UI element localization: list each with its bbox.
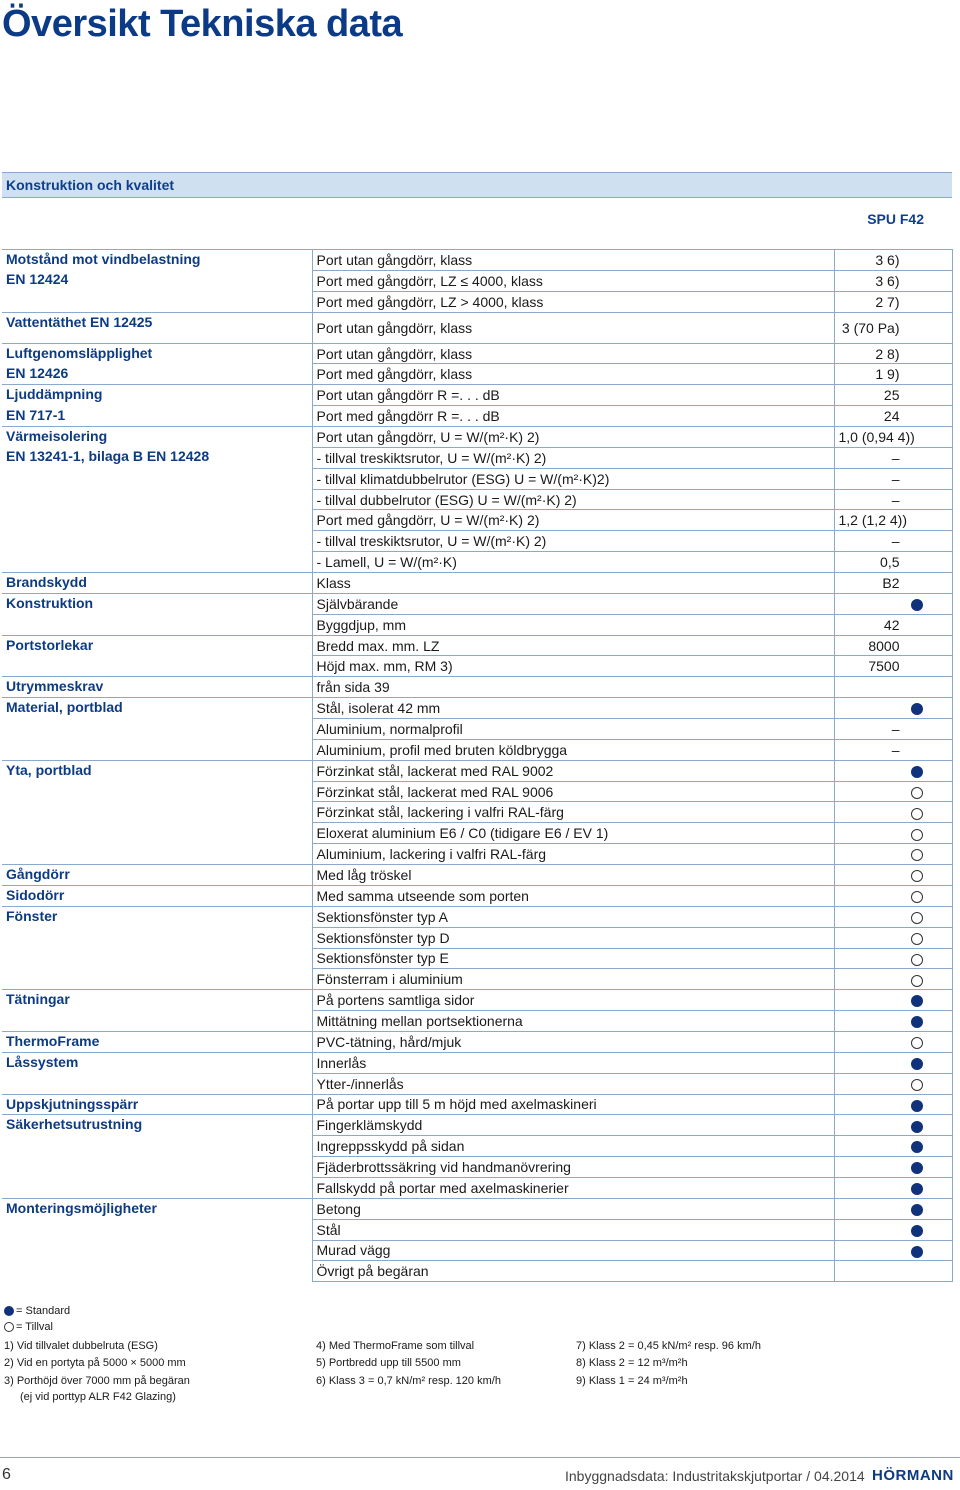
- table-row: [2, 1261, 952, 1282]
- table-row: [2, 385, 952, 406]
- option-circle-icon: [911, 849, 923, 861]
- option-circle-icon: [911, 829, 923, 841]
- table-row: [2, 552, 952, 573]
- row-description: Aluminium, normalprofil: [312, 719, 834, 740]
- footnote: 1) Vid tillvalet dubbelruta (ESG): [4, 1340, 158, 1352]
- row-description: Aluminium, lackering i valfri RAL-färg: [312, 844, 834, 865]
- row-category: Motstånd mot vindbelastning: [2, 250, 312, 271]
- row-value-mark: [834, 1198, 952, 1219]
- row-category: [2, 510, 312, 531]
- row-value: [834, 677, 952, 698]
- table-row: [2, 781, 952, 802]
- row-description: Fingerklämskydd: [312, 1115, 834, 1136]
- row-category: [2, 844, 312, 865]
- row-description: Sektionsfönster typ E: [312, 948, 834, 969]
- row-value: –: [834, 489, 952, 510]
- row-value: 24: [834, 406, 952, 427]
- row-description: Fjäderbrottssäkring vid handmanövrering: [312, 1157, 834, 1178]
- row-category: [2, 739, 312, 760]
- table-row: [2, 1094, 952, 1115]
- footer-text: Inbyggnadsdata: Industritakskjutportar / 04.2014: [565, 1468, 865, 1484]
- row-description: Sektionsfönster typ D: [312, 927, 834, 948]
- row-description: Övrigt på begäran: [312, 1261, 834, 1282]
- row-category: Luftgenomsläpplighet: [2, 343, 312, 364]
- row-value: 1,2 (1,2 4)): [834, 510, 952, 531]
- option-circle-icon: [911, 975, 923, 987]
- table-row: [2, 1219, 952, 1240]
- row-description: - Lamell, U = W/(m²·K): [312, 552, 834, 573]
- table-row: [2, 802, 952, 823]
- table-row: [2, 364, 952, 385]
- option-circle-icon: [911, 891, 923, 903]
- row-value: –: [834, 719, 952, 740]
- option-circle-icon: [911, 954, 923, 966]
- row-description: Innerlås: [312, 1052, 834, 1073]
- table-row: [2, 739, 952, 760]
- page-title: Översikt Tekniska data: [2, 3, 403, 45]
- footnote: 9) Klass 1 = 24 m³/m²h: [576, 1375, 688, 1387]
- row-value-mark: [834, 802, 952, 823]
- standard-dot-icon: [911, 766, 923, 778]
- row-description: - tillval treskiktsrutor, U = W/(m²·K) 2): [312, 531, 834, 552]
- row-category: [2, 1073, 312, 1094]
- table-row: [2, 1177, 952, 1198]
- table-row: [2, 447, 952, 468]
- footnote: (ej vid porttyp ALR F42 Glazing): [20, 1391, 176, 1403]
- row-category: EN 717-1: [6, 406, 66, 423]
- option-circle-icon: [911, 1079, 923, 1091]
- row-description: Port utan gångdörr, klass: [312, 343, 834, 364]
- row-description: från sida 39: [312, 677, 834, 698]
- row-category: Monteringsmöjligheter: [2, 1198, 312, 1219]
- row-description: På portar upp till 5 m höjd med axelmaskineri: [312, 1094, 834, 1115]
- row-description: Aluminium, profil med bruten köldbrygga: [312, 739, 834, 760]
- row-category: Fönster: [2, 906, 312, 927]
- standard-dot-icon: [911, 1204, 923, 1216]
- legend-option-label: = Tillval: [16, 1321, 53, 1333]
- table-row: [2, 698, 952, 719]
- row-category: [2, 552, 312, 573]
- row-value-mark: [834, 781, 952, 802]
- row-description: Port med gångdörr, klass: [312, 364, 834, 385]
- row-description: Port med gångdörr R =. . . dB: [312, 406, 834, 427]
- row-value-mark: [834, 1136, 952, 1157]
- row-value-mark: [834, 1219, 952, 1240]
- row-value-mark: [834, 1157, 952, 1178]
- row-category: [2, 1219, 312, 1240]
- legend-standard: [4, 1305, 70, 1317]
- table-row: [2, 906, 952, 927]
- page-number: 6: [2, 1466, 11, 1483]
- row-description: Murad vägg: [312, 1240, 834, 1261]
- row-category: Yta, portblad: [2, 760, 312, 781]
- row-value: 3 6): [834, 250, 952, 271]
- row-value: B2: [834, 573, 952, 594]
- footnote: 6) Klass 3 = 0,7 kN/m² resp. 120 km/h: [316, 1375, 501, 1387]
- standard-dot-icon: [911, 995, 923, 1007]
- row-description: Port utan gångdörr, klass: [312, 312, 834, 343]
- row-category: Konstruktion: [2, 593, 312, 614]
- row-value: –: [834, 739, 952, 760]
- row-value-mark: [834, 1094, 952, 1115]
- row-value-mark: [834, 1115, 952, 1136]
- row-category: Låssystem: [2, 1052, 312, 1073]
- brand-logo: HÖRMANN: [872, 1467, 954, 1484]
- row-value-mark: [834, 823, 952, 844]
- row-category: [2, 823, 312, 844]
- row-description: Fönsterram i aluminium: [312, 969, 834, 990]
- row-value-mark: [834, 990, 952, 1011]
- option-circle-icon: [911, 1037, 923, 1049]
- table-row: [2, 270, 952, 291]
- table-row: [2, 291, 952, 312]
- row-category: [2, 802, 312, 823]
- row-category: [2, 781, 312, 802]
- standard-dot-icon: [911, 1246, 923, 1258]
- standard-dot-icon: [911, 1016, 923, 1028]
- row-description: Självbärande: [312, 593, 834, 614]
- row-category: Vattentäthet EN 12425: [2, 312, 312, 343]
- standard-dot-icon: [4, 1306, 14, 1316]
- row-category: [2, 1261, 312, 1282]
- row-category: Material, portblad: [2, 698, 312, 719]
- table-row: [2, 885, 952, 906]
- table-row: [2, 1073, 952, 1094]
- table-row: [2, 927, 952, 948]
- table-row: [2, 250, 952, 271]
- row-description: Port utan gångdörr, klass: [312, 250, 834, 271]
- row-category: EN 12424: [6, 271, 69, 288]
- row-value-mark: [834, 844, 952, 865]
- row-value: 1 9): [834, 364, 952, 385]
- row-category: Uppskjutningsspärr: [2, 1094, 312, 1115]
- row-category: [2, 948, 312, 969]
- row-category: Gångdörr: [2, 865, 312, 886]
- row-description: Förzinkat stål, lackerat med RAL 9006: [312, 781, 834, 802]
- row-description: Förzinkat stål, lackering i valfri RAL-färg: [312, 802, 834, 823]
- standard-dot-icon: [911, 1100, 923, 1112]
- row-category: ThermoFrame: [2, 1031, 312, 1052]
- row-category: [2, 614, 312, 635]
- standard-dot-icon: [911, 1141, 923, 1153]
- row-description: Ingreppsskydd på sidan: [312, 1136, 834, 1157]
- legend-standard-label: = Standard: [16, 1305, 71, 1317]
- row-description: PVC-tätning, hård/mjuk: [312, 1031, 834, 1052]
- table-row: [2, 489, 952, 510]
- row-category: Tätningar: [2, 990, 312, 1011]
- row-description: Sektionsfönster typ A: [312, 906, 834, 927]
- row-category: Säkerhetsutrustning: [2, 1115, 312, 1136]
- row-description: Eloxerat aluminium E6 / C0 (tidigare E6 / EV 1): [312, 823, 834, 844]
- row-category: [2, 1157, 312, 1178]
- table-row: [2, 1198, 952, 1219]
- table-row: [2, 614, 952, 635]
- section-header: [2, 172, 952, 198]
- row-value-mark: [834, 948, 952, 969]
- row-category: [2, 489, 312, 510]
- row-description: Byggdjup, mm: [312, 614, 834, 635]
- row-value-mark: [834, 698, 952, 719]
- row-value: 1,0 (0,94 4)): [834, 427, 952, 448]
- row-value-mark: [834, 927, 952, 948]
- table-row: [2, 1031, 952, 1052]
- table-row: [2, 343, 952, 364]
- table-row: [2, 656, 952, 677]
- row-value: –: [834, 531, 952, 552]
- table-row: [2, 1240, 952, 1261]
- option-circle-icon: [4, 1322, 14, 1332]
- table-row: [2, 990, 952, 1011]
- row-description: På portens samtliga sidor: [312, 990, 834, 1011]
- row-category: [2, 719, 312, 740]
- table-row: [2, 1136, 952, 1157]
- row-value: 3 6): [834, 270, 952, 291]
- row-value: 8000: [834, 635, 952, 656]
- table-row: [2, 1011, 952, 1032]
- row-value-mark: [834, 1177, 952, 1198]
- table-row: [2, 865, 952, 886]
- row-description: Höjd max. mm, RM 3): [312, 656, 834, 677]
- table-row: [2, 677, 952, 698]
- row-category: Sidodörr: [2, 885, 312, 906]
- footnote: 2) Vid en portyta på 5000 × 5000 mm: [4, 1357, 186, 1369]
- table-row: [2, 948, 952, 969]
- table-row: [2, 969, 952, 990]
- row-description: Stål, isolerat 42 mm: [312, 698, 834, 719]
- row-category: [2, 656, 312, 677]
- standard-dot-icon: [911, 1058, 923, 1070]
- row-value: 25: [834, 385, 952, 406]
- table-row: [2, 531, 952, 552]
- standard-dot-icon: [911, 703, 923, 715]
- row-value: 0,5: [834, 552, 952, 573]
- row-value-mark: [834, 865, 952, 886]
- row-description: Mittätning mellan portsektionerna: [312, 1011, 834, 1032]
- option-circle-icon: [911, 787, 923, 799]
- footnote: 3) Porthöjd över 7000 mm på begäran: [4, 1375, 190, 1387]
- row-description: - tillval dubbelrutor (ESG) U = W/(m²·K) 2): [312, 489, 834, 510]
- table-row: [2, 406, 952, 427]
- row-description: Med samma utseende som porten: [312, 885, 834, 906]
- row-category: Brandskydd: [2, 573, 312, 594]
- row-description: Port utan gångdörr, U = W/(m²·K) 2): [312, 427, 834, 448]
- row-description: Bredd max. mm. LZ: [312, 635, 834, 656]
- table-row: [2, 427, 952, 448]
- row-value: –: [834, 447, 952, 468]
- row-value-mark: [834, 1031, 952, 1052]
- table-row: [2, 573, 952, 594]
- row-value: –: [834, 468, 952, 489]
- footnote: 5) Portbredd upp till 5500 mm: [316, 1357, 461, 1369]
- footnote: 8) Klass 2 = 12 m³/m²h: [576, 1357, 688, 1369]
- row-category: [2, 1177, 312, 1198]
- table-row: [2, 1052, 952, 1073]
- row-value: 7500: [834, 656, 952, 677]
- row-category: [2, 1011, 312, 1032]
- table-row: [2, 844, 952, 865]
- row-value-mark: [834, 1073, 952, 1094]
- row-description: Med låg tröskel: [312, 865, 834, 886]
- footer-divider: [0, 1457, 960, 1458]
- footnote: 4) Med ThermoFrame som tillval: [316, 1340, 475, 1352]
- table-row: [2, 510, 952, 531]
- row-value: 2 8): [834, 343, 952, 364]
- standard-dot-icon: [911, 1162, 923, 1174]
- row-description: - tillval klimatdubbelrutor (ESG) U = W/(m²·K)2): [312, 468, 834, 489]
- table-row: [2, 823, 952, 844]
- row-description: Port med gångdörr, U = W/(m²·K) 2): [312, 510, 834, 531]
- standard-dot-icon: [911, 1225, 923, 1237]
- table-row: [2, 1115, 952, 1136]
- row-category: [2, 291, 312, 312]
- option-circle-icon: [911, 870, 923, 882]
- legend-option: [4, 1321, 53, 1333]
- row-description: - tillval treskiktsrutor, U = W/(m²·K) 2): [312, 447, 834, 468]
- row-category: Portstorlekar: [2, 635, 312, 656]
- row-category: [2, 1136, 312, 1157]
- row-category: EN 12426: [6, 364, 69, 381]
- option-circle-icon: [911, 808, 923, 820]
- row-value-mark: [834, 885, 952, 906]
- row-category: [2, 969, 312, 990]
- row-value: 3 (70 Pa): [834, 312, 952, 343]
- standard-dot-icon: [911, 1121, 923, 1133]
- option-circle-icon: [911, 912, 923, 924]
- row-value-mark: [834, 969, 952, 990]
- table-row: [2, 1157, 952, 1178]
- row-description: Fallskydd på portar med axelmaskinerier: [312, 1177, 834, 1198]
- standard-dot-icon: [911, 599, 923, 611]
- row-value-mark: [834, 1240, 952, 1261]
- row-description: Port med gångdörr, LZ ≤ 4000, klass: [312, 270, 834, 291]
- row-category: Värmeisolering: [2, 427, 312, 448]
- table-row: [2, 719, 952, 740]
- row-description: Ytter-/innerlås: [312, 1073, 834, 1094]
- table-row: [2, 760, 952, 781]
- row-category: [2, 1240, 312, 1261]
- row-value: 2 7): [834, 291, 952, 312]
- table-row: [2, 468, 952, 489]
- table-row: [2, 312, 952, 343]
- row-value-mark: [834, 1052, 952, 1073]
- footnote: 7) Klass 2 = 0,45 kN/m² resp. 96 km/h: [576, 1340, 761, 1352]
- row-value-mark: [834, 906, 952, 927]
- row-description: Port utan gångdörr R =. . . dB: [312, 385, 834, 406]
- row-category: [2, 468, 312, 489]
- section-title: Konstruktion och kvalitet: [6, 177, 175, 193]
- row-category: [2, 927, 312, 948]
- table-row: [2, 593, 952, 614]
- row-description: Stål: [312, 1219, 834, 1240]
- row-category: [2, 531, 312, 552]
- standard-dot-icon: [911, 1183, 923, 1195]
- row-description: Klass: [312, 573, 834, 594]
- option-circle-icon: [911, 933, 923, 945]
- product-column-header: SPU F42: [867, 211, 924, 227]
- row-description: Förzinkat stål, lackerat med RAL 9002: [312, 760, 834, 781]
- row-category: Ljuddämpning: [2, 385, 312, 406]
- row-value-mark: [834, 760, 952, 781]
- spec-table: [2, 249, 953, 1282]
- row-value-mark: [834, 1011, 952, 1032]
- row-category: Utrymmeskrav: [2, 677, 312, 698]
- row-value-mark: [834, 593, 952, 614]
- table-row: [2, 635, 952, 656]
- row-value: [834, 1261, 952, 1282]
- row-description: Betong: [312, 1198, 834, 1219]
- row-description: Port med gångdörr, LZ > 4000, klass: [312, 291, 834, 312]
- row-category: EN 13241-1, bilaga B EN 12428: [6, 448, 210, 465]
- row-value: 42: [834, 614, 952, 635]
